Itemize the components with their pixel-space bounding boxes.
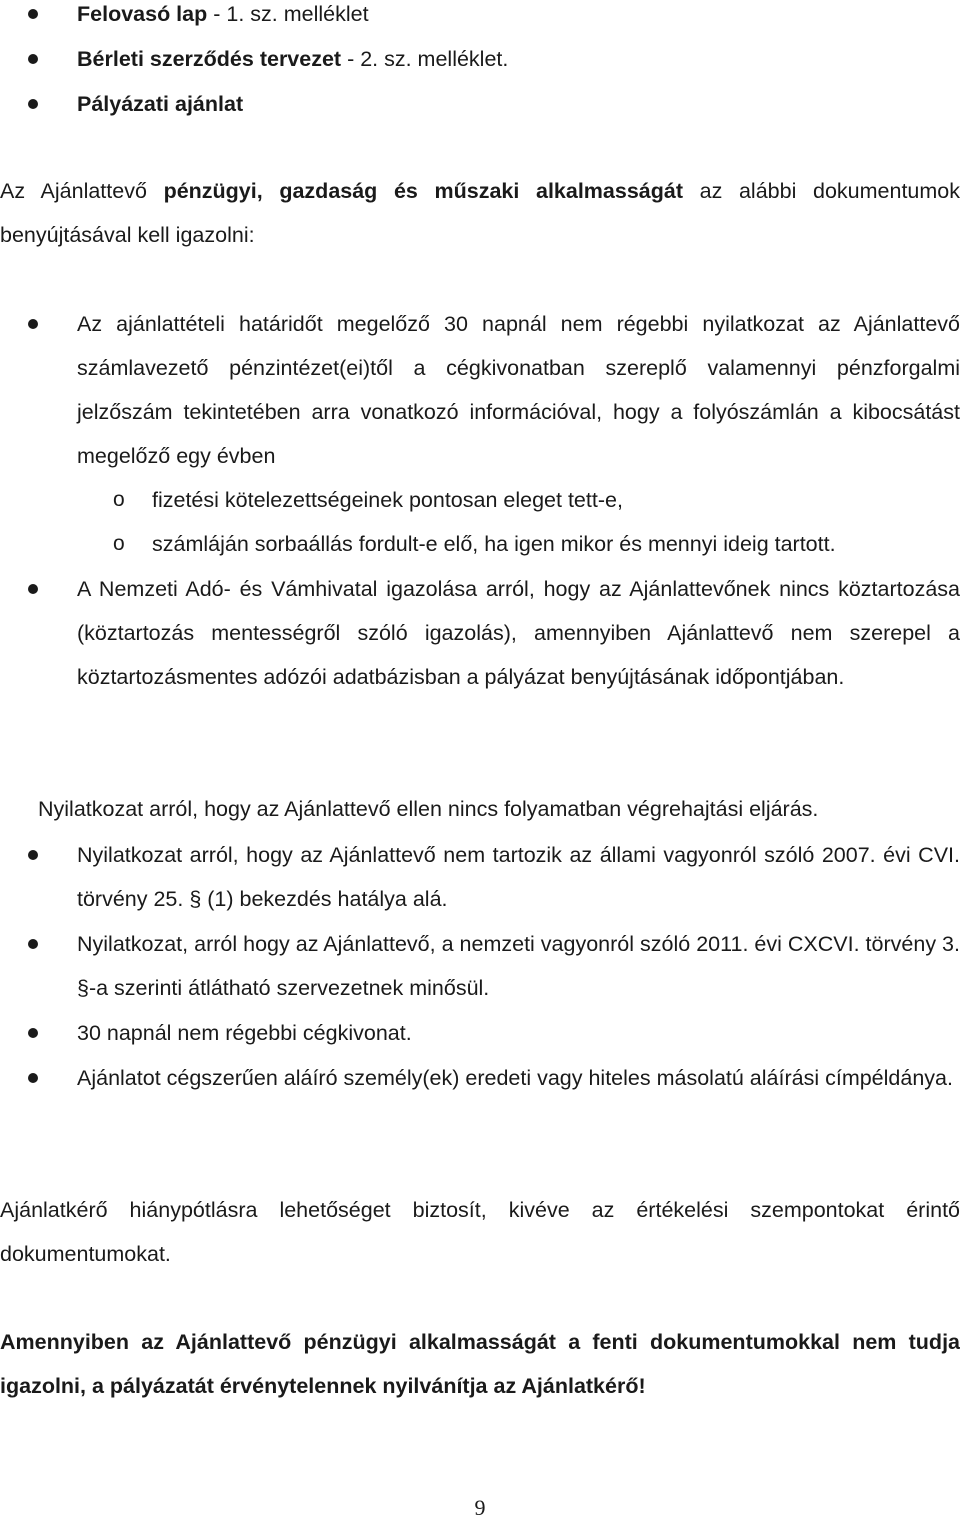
bullet-icon (28, 939, 38, 949)
bullet-icon (28, 584, 38, 594)
bullet-icon (28, 9, 38, 19)
bullet-icon (28, 1073, 38, 1083)
sub-item: fizetési kötelezettségeinek pontosan eleget tett-e, (152, 488, 623, 512)
page-number: 9 (474, 1495, 486, 1520)
requirement-item: 30 napnál nem régebbi cégkivonat. (77, 1021, 412, 1045)
attachment-item: Felovasó lap - 1. sz. melléklet (77, 2, 369, 26)
sub-bullet-icon: o (113, 532, 125, 555)
bullet-icon (28, 850, 38, 860)
bullet-icon (28, 99, 38, 109)
sub-bullet-icon: o (113, 488, 125, 511)
requirement-item: Nyilatkozat arról, hogy az Ajánlattevő nem tartozik az állami vagyonról szóló 2007. évi CVI. törvény 25. § (1) bekezdés hatálya alá. (77, 843, 960, 911)
warning-paragraph: Amennyiben az Ajánlattevő pénzügyi alkalmasságát a fenti dokumentumokkal nem tudja igazolni, a pályázatát érvénytelennek nyilvánítja az Ajánlatkérő! (0, 1330, 960, 1398)
requirement-item: Az ajánlattételi határidőt megelőző 30 napnál nem régebbi nyilatkozat az Ajánlattevő számlavezető pénzintézet(ei)től a cégkivonatban szereplő valamennyi pénzforgalmi jelzőszám tekintetében arra vonatkozó információval, hogy a folyószámlán a kibocsátást megelőző egy évben (77, 312, 960, 468)
attachment-item: Pályázati ajánlat (77, 92, 244, 116)
remediation-paragraph: Ajánlatkérő hiánypótlásra lehetőséget biztosít, kivéve az értékelési szempontokat érintő dokumentumokat. (0, 1198, 960, 1266)
requirement-item: Nyilatkozat, arról hogy az Ajánlattevő, a nemzeti vagyonról szóló 2011. évi CXCVI. törvény 3. §-a szerinti átlátható szervezetnek minősül. (77, 932, 960, 1000)
standalone-statement: Nyilatkozat arról, hogy az Ajánlattevő ellen nincs folyamatban végrehajtási eljárás. (38, 797, 819, 821)
requirement-item: A Nemzeti Adó- és Vámhivatal igazolása arról, hogy az Ajánlattevőnek nincs köztartozása (köztartozás mentességről szóló igazolás), amennyiben Ajánlattevő nem szerepel a köztartozásmentes adózói adatbázisban a pályázat benyújtásának időpontjában. (77, 577, 960, 689)
sub-item: számláján sorbaállás fordult-e elő, ha igen mikor és mennyi ideig tartott. (152, 532, 836, 556)
attachment-item: Bérleti szerződés tervezet - 2. sz. melléklet. (77, 47, 509, 71)
bullet-icon (28, 54, 38, 64)
intro-paragraph: Az Ajánlattevő pénzügyi, gazdaság és műszaki alkalmasságát az alábbi dokumentumok benyújtásával kell igazolni: (0, 179, 960, 247)
bullet-icon (28, 319, 38, 329)
requirement-item: Ajánlatot cégszerűen aláíró személy(ek) eredeti vagy hiteles másolatú aláírási címpéldánya. (77, 1066, 953, 1090)
bullet-icon (28, 1028, 38, 1038)
